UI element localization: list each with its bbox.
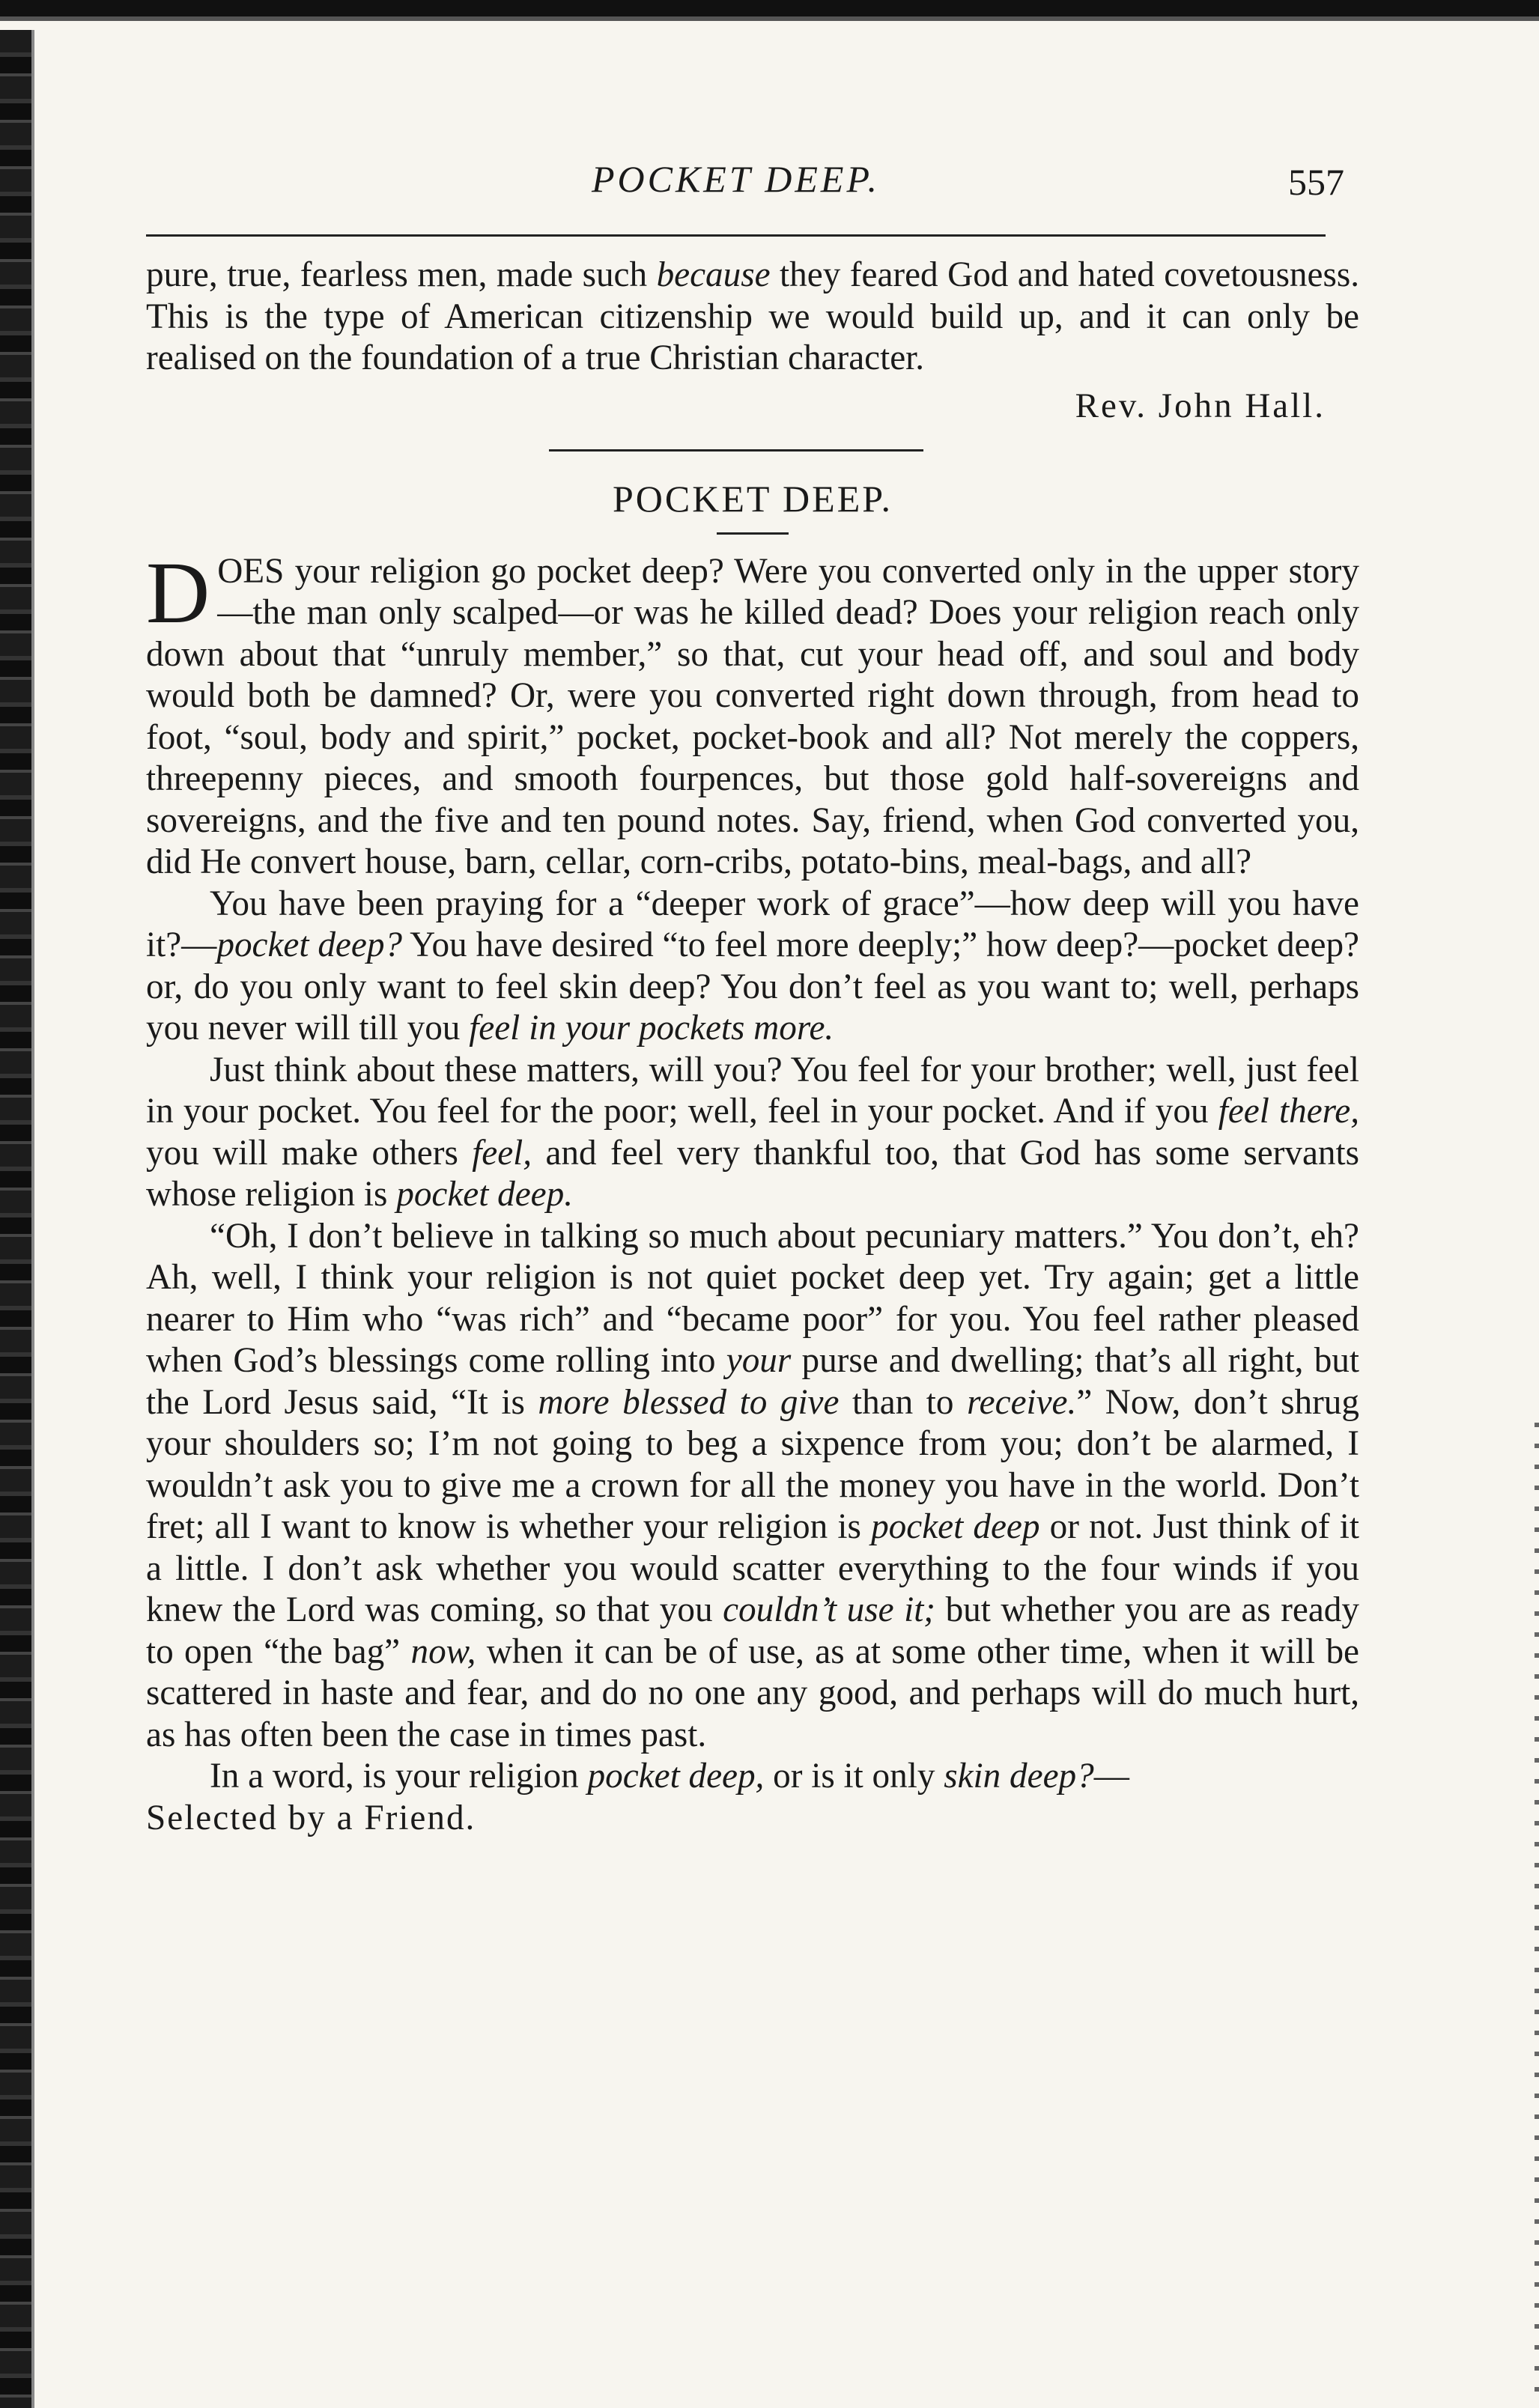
text-run: or not. Just think of it a little. I don’t ask whether you would scatter everything to the four winds if you knew the Lord was coming, so that you: [146, 1507, 1359, 1629]
text-run: purse and dwelling; that’s all right, but the Lord Jesus said, “It is: [146, 1341, 1360, 1422]
text-run: they feared God and hated covetousness. This is the type of American citizenship we would build up, and it can only be realised on the foundation of a true Christian character.: [146, 255, 1359, 377]
text-run: or is it only: [764, 1757, 944, 1796]
text-run: than to: [839, 1382, 968, 1422]
italic-text: feel in your pockets more.: [469, 1009, 834, 1048]
italic-text: feel,: [472, 1133, 532, 1173]
page-top-edge: [0, 0, 1539, 30]
text-run: when it can be of use, as at some other time, when it will be scattered in haste and fear, and do no one any good, and perhaps will do much hurt, as has often been the case in times past.: [146, 1632, 1359, 1754]
text-run: In a word, is your religion: [210, 1757, 588, 1796]
text-run: Just think about these matters, will you? You feel for your brother; well, just feel in your pocket. You feel for the poor; well, feel in your pocket. And if you: [146, 1050, 1359, 1131]
italic-text: because: [656, 255, 771, 294]
page-number: 557: [1288, 161, 1344, 203]
paragraph-body: [146, 543, 1359, 882]
article-paragraph-2: [146, 884, 1359, 1050]
text-run: pure, true, fearless men, made such: [146, 255, 657, 294]
text-run: You have desired “to feel more deeply;” how deep?—pocket deep? or, do you only want to feel skin deep? You don’t feel as you want to; well, perhaps you never will till you: [146, 925, 1359, 1048]
running-title: POCKET DEEP.: [591, 158, 881, 200]
italic-text: pocket deep,: [587, 1757, 765, 1796]
text-run: “Oh, I don’t believe in talking so much about pecuniary matters.” You don’t, eh? Ah, well, I think your religion is not quiet pocket deep yet. Try again; get a little nearer to Him who “was rich” and “became poor” for you. You feel rather pleased when God’s blessings come rolling into: [146, 1216, 1359, 1380]
signature-line: [146, 1798, 1359, 1840]
italic-text: pocket deep: [871, 1507, 1040, 1546]
article-paragraph-1: [146, 543, 1359, 884]
text-run: You have been praying for a “deeper work of grace”—how deep will you have it?—: [146, 884, 1359, 964]
italic-text: your: [726, 1341, 792, 1380]
italic-text: pocket deep?: [216, 925, 403, 964]
italic-text: now,: [410, 1632, 476, 1671]
article-paragraph-5: [146, 1756, 1359, 1798]
right-margin-marks: [1535, 1423, 1539, 2396]
text-block: [146, 255, 1359, 1839]
text-run: —: [1093, 1757, 1129, 1796]
drop-cap: D: [146, 543, 210, 642]
italic-text: receive.: [967, 1382, 1077, 1422]
italic-text: couldn’t use it;: [723, 1590, 936, 1629]
title-underline: [717, 532, 789, 535]
text-run: ” Now, don’t shrug your shoulders so; I’m not going to beg a sixpence from you; don’t be alarmed, I wouldn’t ask you to give me a crown for all the money you have in the world. Don’t fret; all I want to know is whether your religion is: [146, 1382, 1359, 1546]
book-spine-shadow: [0, 30, 31, 2408]
text-run: you will make others: [146, 1133, 473, 1173]
article-paragraph-4: [146, 1216, 1359, 1757]
text-run: but whether you are as ready to open “the bag”: [146, 1590, 1359, 1671]
italic-text: more blessed to give: [538, 1382, 840, 1422]
section-divider: [549, 449, 923, 452]
attribution: Rev. John Hall.: [1075, 386, 1326, 425]
article-title: POCKET DEEP.: [612, 478, 893, 520]
preceding-paragraph: [146, 255, 1359, 380]
italic-text: feel there,: [1218, 1092, 1359, 1131]
page-header: [146, 157, 1344, 210]
text-run: OES your religion go pocket deep? Were you converted only in the upper story—the man only scalped—or was he killed dead? Does your religion reach only down about that “unruly member,” so that, cut your head off, and soul and body would both be damned? Or, were you converted right down through, from head to foot, “soul, body and spirit,” pocket, pocket-book and all? Not merely the coppers, threepenny pieces, and smooth fourpences, but those gold half-sovereigns and sovereigns, and the five and ten pound notes. Say, friend, when God converted you, did He convert house, barn, cellar, corn-cribs, potato-bins, meal-bags, and all?: [146, 551, 1359, 881]
signature: Selected by a Friend.: [146, 1798, 476, 1837]
article-paragraph-3: [146, 1050, 1359, 1216]
italic-text: pocket deep.: [396, 1175, 574, 1214]
spine-edge-line: [31, 30, 34, 2408]
text-run: and feel very thankful too, that God has some servants whose religion is: [146, 1133, 1359, 1214]
italic-text: skin deep?: [944, 1757, 1094, 1796]
header-rule: [146, 234, 1326, 237]
